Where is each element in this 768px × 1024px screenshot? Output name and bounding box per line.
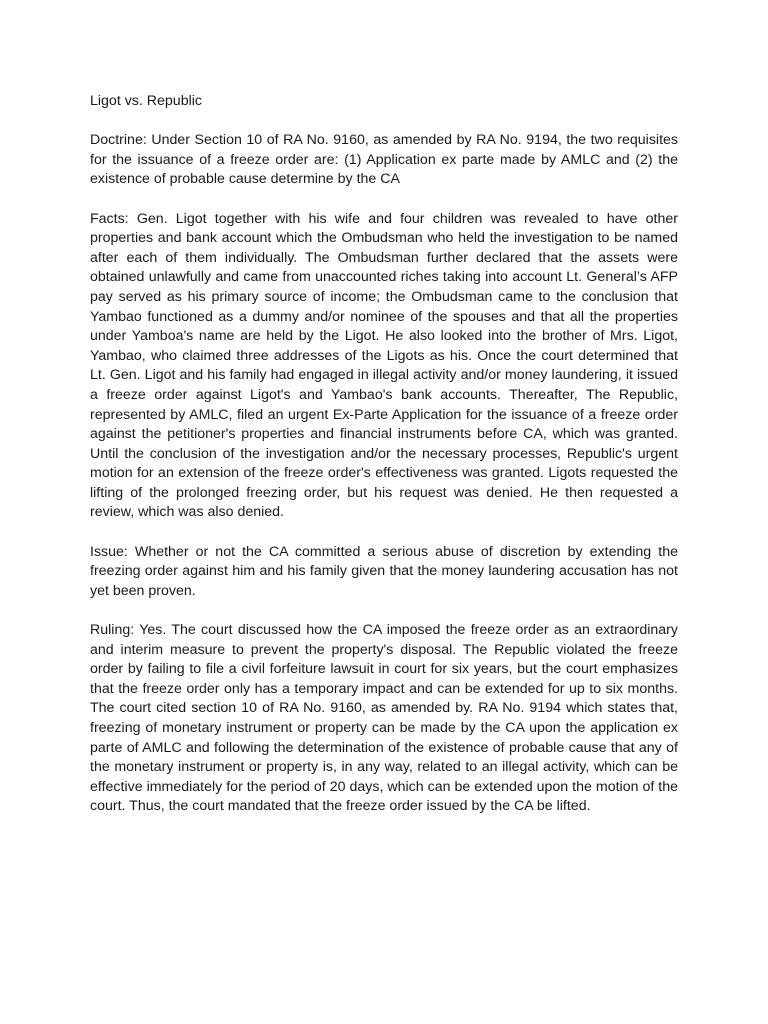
- document-title: Ligot vs. Republic: [90, 93, 202, 109]
- facts-paragraph: Facts: Gen. Ligot together with his wife and four children was revealed to have other properties and bank account which the Ombudsman who held the investigation to be named after each of them individually. The Ombudsman further declared that the assets were obtained unlawfully and came from unaccounted riches taking into account Lt. General’s AFP pay served as his primary source of income; the Ombudsman came to the conclusion that Yambao functioned as a dummy and/or nominee of the spouses and that all the properties under Yamboa's name are held by the Ligot. He also looked into the brother of Mrs. Ligot, Yambao, who claimed three addresses of the Ligots as his. Once the court determined that Lt. Gen. Ligot and his family had engaged in illegal activity and/or money laundering, it issued a freeze order against Ligot's and Yambao's bank accounts. Thereafter, The Republic, represented by AMLC, filed an urgent Ex-Parte Application for the issuance of a freeze order against the petitioner's properties and financial instruments before CA, which was granted. Until the conclusion of the investigation and/or the necessary processes, Republic's urgent motion for an extension of the freeze order's effectiveness was granted. Ligots requested the lifting of the prolonged freezing order, but his request was denied. He then requested a review, which was also denied.: [90, 210, 678, 521]
- document-page: [90, 92, 678, 837]
- doctrine-paragraph: Doctrine: Under Section 10 of RA No. 9160, as amended by RA No. 9194, the two requisites for the issuance of a freeze order are: (1) Application ex parte made by AMLC and (2) the existence of probable cause determine by the CA: [90, 132, 678, 188]
- ruling-paragraph: Ruling: Yes. The court discussed how the CA imposed the freeze order as an extraordinary and interim measure to prevent the property's disposal. The Republic violated the freeze order by failing to file a civil forfeiture lawsuit in court for six years, but the court emphasizes that the freeze order only has a temporary impact and can be extended for up to six months. The court cited section 10 of RA No. 9160, as amended by. RA No. 9194 which states that, freezing of monetary instrument or property can be made by the CA upon the application ex parte of AMLC and following the determination of the existence of probable cause that any of the monetary instrument or property is, in any way, related to an illegal activity, which can be effective immediately for the period of 20 days, which can be extended upon the motion of the court. Thus, the court mandated that the freeze order issued by the CA be lifted.: [90, 622, 678, 815]
- issue-paragraph: Issue: Whether or not the CA committed a serious abuse of discretion by extending the freezing order against him and his family given that the money laundering accusation has not yet been proven.: [90, 543, 678, 599]
